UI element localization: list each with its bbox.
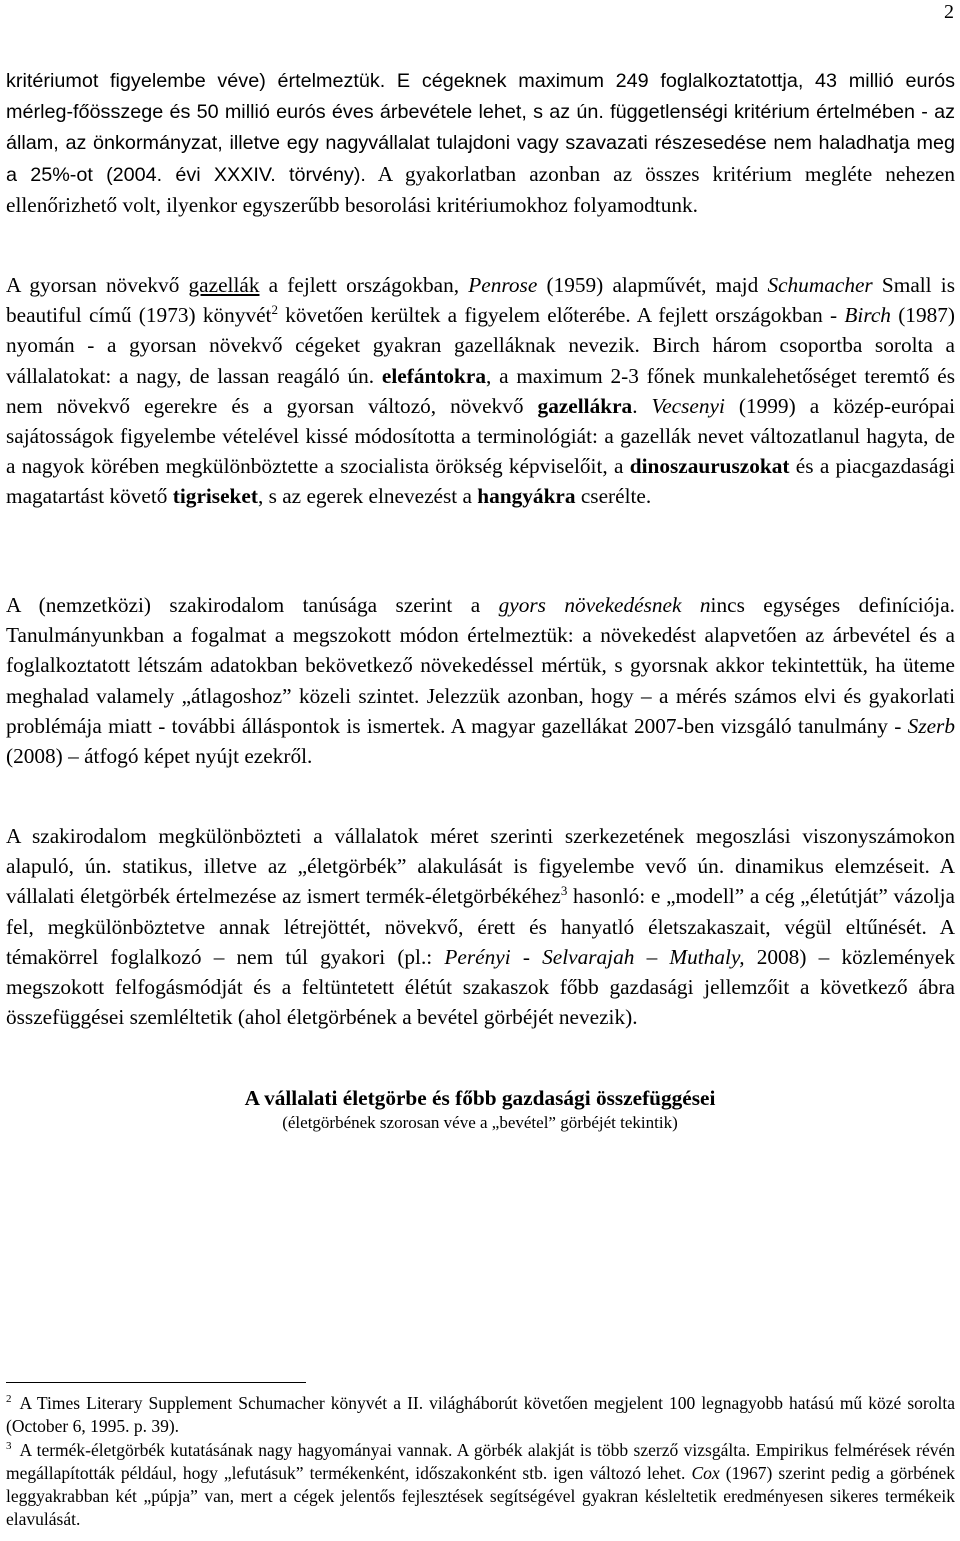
text-run: (1987) nyomán - a gyorsan növekvő cégeket gyakran gazelláknak nevezik. Birch három csoportba sorolta a vállalatokat: a nagy, de lassan reagáló ún. <box>6 303 955 388</box>
text-run: A gyorsan növekvő <box>6 273 189 297</box>
text-run: A (nemzetközi) szakirodalom tanúsága szerint a <box>6 593 499 617</box>
text-run: és a piacgazdasági magatartást követő <box>6 454 955 509</box>
term-gazellak: gazellák <box>188 273 260 297</box>
footnote-text: A termék-életgörbék kutatásának nagy hagyományai vannak. A görbék alakját is több szerző vizsgálta. Empirikus felmérések révén megállapították például, hogy „lefutásuk” termékenként, időszakonként stb. igen változó lehet. <box>6 1440 955 1483</box>
paragraph-text: kritériumot figyelembe véve) értelmeztük. E cégeknek maximum 249 foglalkoztatottja, 43 millió eurós mérleg-főösszege és 50 millió eurós éves árbevétele lehet, s az ún. függetlenségi kritérium értelmében - az állam, az önkormányzat, illetve egy nagyvállalat tulajdoni vagy szavazati részesedése nem haladhatja meg a 25%-ot (2004. évi XXXIV. törvény). <box>6 70 955 186</box>
paragraph-sme-criteria <box>6 65 955 220</box>
paragraph-gazelles <box>6 270 955 512</box>
text-run: incs egységes definíciója. Tanulmányunkban a fogalmat a megszokott módon értelmeztük: a növekedést alapvetően az árbevétel és a foglalkoztatott létszám adatokban bekövetkező növekedéssel mértük, s gyorsnak akkor tekintettük, ha üteme meghalad valamely „átlagoshoz” közeli szintet. Jelezzük azonban, hogy – a mérés számos elvi és gyakorlati problémája miatt - további álláspontok is ismertek. A magyar gazellákat 2007-ben vizsgáló tanulmány - <box>6 593 955 738</box>
text-run: a fejlett országokban, <box>259 273 469 297</box>
text-run: A szakirodalom megkülönbözteti a vállalatok méret szerinti szerkezetének megoszlási viszonyszámokon alapuló, ún. statikus, illetve az „életgörbék” alakulását is figyelembe vevő ún. dinamikus elemzéseit. A vállalati életgörbék értelmezése az ismert termék-életgörbékéhez <box>6 824 955 909</box>
footnote-mark: 2 <box>6 1393 12 1405</box>
author-vecsenyi: Vecsenyi <box>651 393 725 418</box>
text-run: , s az egerek elnevezést a <box>257 484 478 509</box>
authors-perenyi-selvarajah-muthaly: Perényi - Selvarajah – Muthaly, <box>444 944 745 969</box>
text-run: cserélte. <box>575 484 652 509</box>
text-run: követően kerültek a figyelem előterébe. A fejlett országokban - <box>277 303 845 328</box>
term-tigrisek: tigriseket <box>172 484 258 509</box>
author-cox: Cox <box>691 1463 720 1483</box>
author-szerb: Szerb <box>907 713 955 738</box>
text-run: . <box>632 393 652 418</box>
text-run: (1959) alapművét, majd <box>537 273 768 297</box>
footnote-divider <box>6 1382 306 1383</box>
author-penrose: Penrose <box>468 273 538 297</box>
text-run: (1999) a közép-európai sajátosságok figyelembe vételével kissé módosította a terminológiát: a gazellák nevet változatlanul hagyta, de a nagyok körében megkülönböztette a szocialista örökség képviselőit, a <box>6 393 955 479</box>
text-run: hasonló: e „modell” a cég „életútját” vázolja fel, megkülönböztetve annak létrejöttét, növekvő, érett és hanyatló életszakaszait, végül eltűnését. A témakörrel foglalkozó – nem túl gyakori (pl.: <box>6 884 956 969</box>
footnote-2 <box>6 1392 955 1438</box>
paragraph-text: A gyakorlatban azonban az összes kritérium megléte nehezen ellenőrizhető volt, ilyenkor egyszerűbb besorolási kritériumokhoz folyamodtunk. <box>6 161 956 217</box>
footnote-ref-2[interactable]: 2 <box>271 302 278 318</box>
text-run: 2008) – közlemények megszokott felfogásmódját és a feltüntetett élétút szakaszok főbb gazdasági jellemzőit a következő ábra összefüggései szemléltetik (ahol életgörbének a bevétel görbéjét nevezik). <box>6 944 955 1030</box>
paragraph-fast-growth-definition <box>6 590 955 771</box>
figure-title: A vállalati életgörbe és főbb gazdasági összefüggései <box>244 1086 716 1110</box>
text-run: (2008) – átfogó képet nyújt ezekről. <box>6 744 313 769</box>
footnote-text: (1967) szerint pedig a görbének leggyakrabban két „púpja” van, mert a cégek jelentős fejlesztések segítségével gyakran késleltetik eredményesen sikeres termékeik elavulását. <box>6 1463 955 1529</box>
term-gyors-novekedes: gyors növekedésnek n <box>498 593 711 617</box>
page-number: 2 <box>944 1 954 23</box>
author-schumacher: Schumacher <box>767 273 873 297</box>
figure-subtitle: (életgörbének szorosan véve a „bevétel” görbéjét tekintik) <box>282 1113 678 1132</box>
footnote-mark: 3 <box>6 1440 12 1452</box>
footnote-ref-3[interactable]: 3 <box>560 883 568 899</box>
term-hangyak: hangyákra <box>477 484 576 509</box>
footnote-text: A Times Literary Supplement Schumacher könyvét a II. világháborút követően megjelent 100 legnagyobb hatású mű közé sorolta (October 6, 1995. p. 39). <box>6 1393 955 1436</box>
term-gazellak-bold: gazellákra <box>537 393 633 418</box>
text-run: , a maximum 2-3 főnek munkalehetőséget teremtő és nem növekvő egerekre és a gyorsan változó, növekvő <box>6 363 955 418</box>
author-birch: Birch <box>844 303 891 328</box>
term-elefantok: elefántokra <box>381 363 486 388</box>
text-run: Small is beautiful című (1973) könyvét <box>6 273 955 328</box>
term-dinoszauruszok: dinoszauruszokat <box>629 454 790 479</box>
footnote-3 <box>6 1439 955 1531</box>
paragraph-life-curve <box>6 821 955 1032</box>
